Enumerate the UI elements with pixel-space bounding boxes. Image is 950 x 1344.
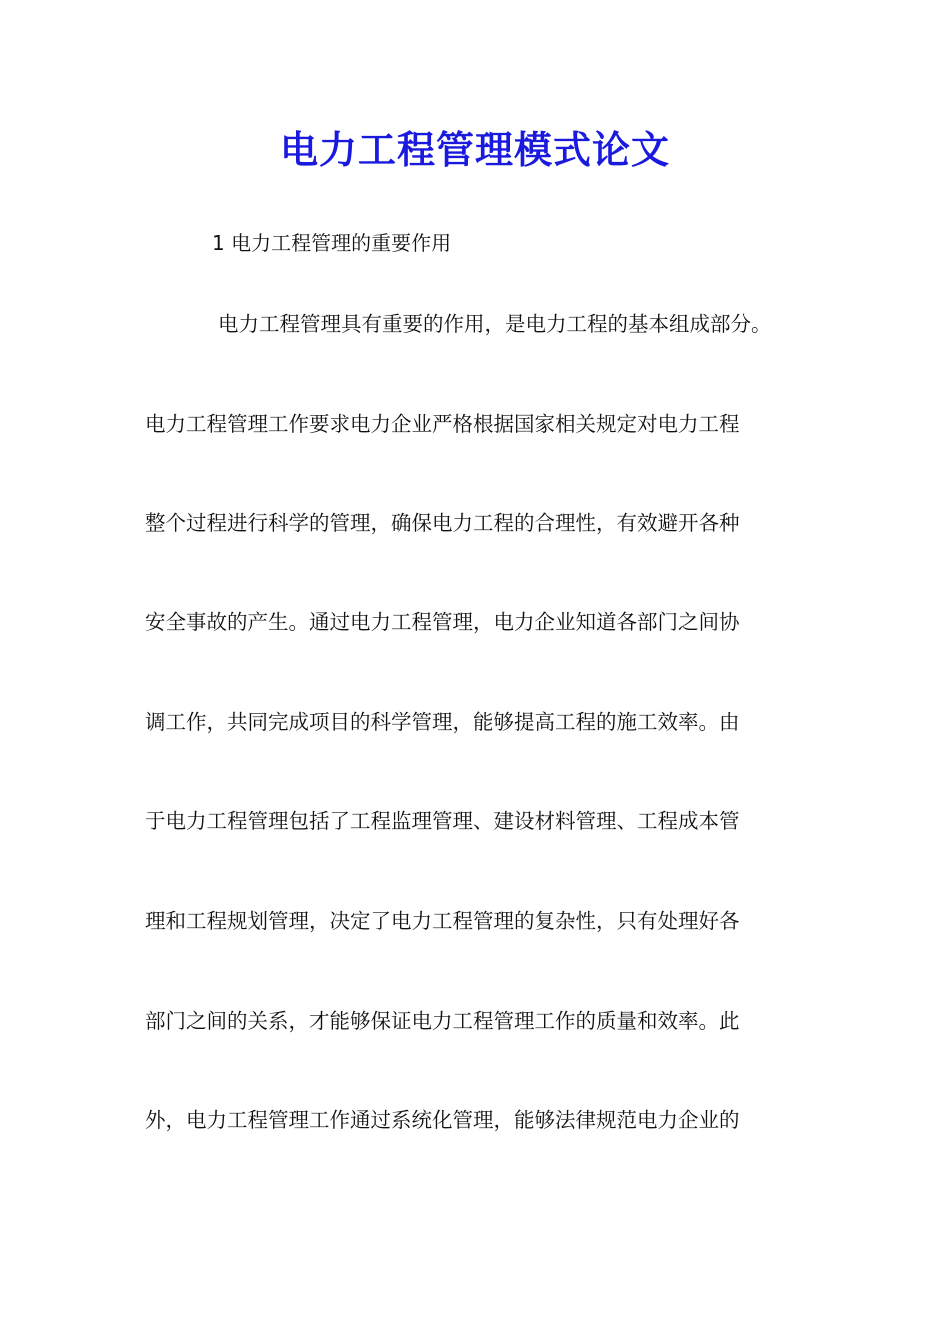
- paragraph-line: 调工作，共同完成项目的科学管理，能够提高工程的施工效率。由: [145, 710, 740, 734]
- paragraph-line: 部门之间的关系，才能够保证电力工程管理工作的质量和效率。此: [145, 1009, 740, 1033]
- paragraph-line: 电力工程管理工作要求电力企业严格根据国家相关规定对电力工程: [145, 412, 740, 436]
- document-title: 电力工程管理模式论文: [279, 127, 670, 172]
- paragraph-line: 电力工程管理具有重要的作用，是电力工程的基本组成部分。: [218, 312, 772, 336]
- section-heading: 1 电力工程管理的重要作用: [212, 231, 452, 255]
- paragraph-line: 安全事故的产生。通过电力工程管理，电力企业知道各部门之间协: [145, 610, 740, 634]
- paragraph-line: 整个过程进行科学的管理，确保电力工程的合理性，有效避开各种: [145, 511, 740, 535]
- paragraph-line: 理和工程规划管理，决定了电力工程管理的复杂性，只有处理好各: [145, 909, 740, 933]
- paragraph-line: 外，电力工程管理工作通过系统化管理，能够法律规范电力企业的: [145, 1108, 740, 1132]
- paragraph-line: 于电力工程管理包括了工程监理管理、建设材料管理、工程成本管: [145, 809, 740, 833]
